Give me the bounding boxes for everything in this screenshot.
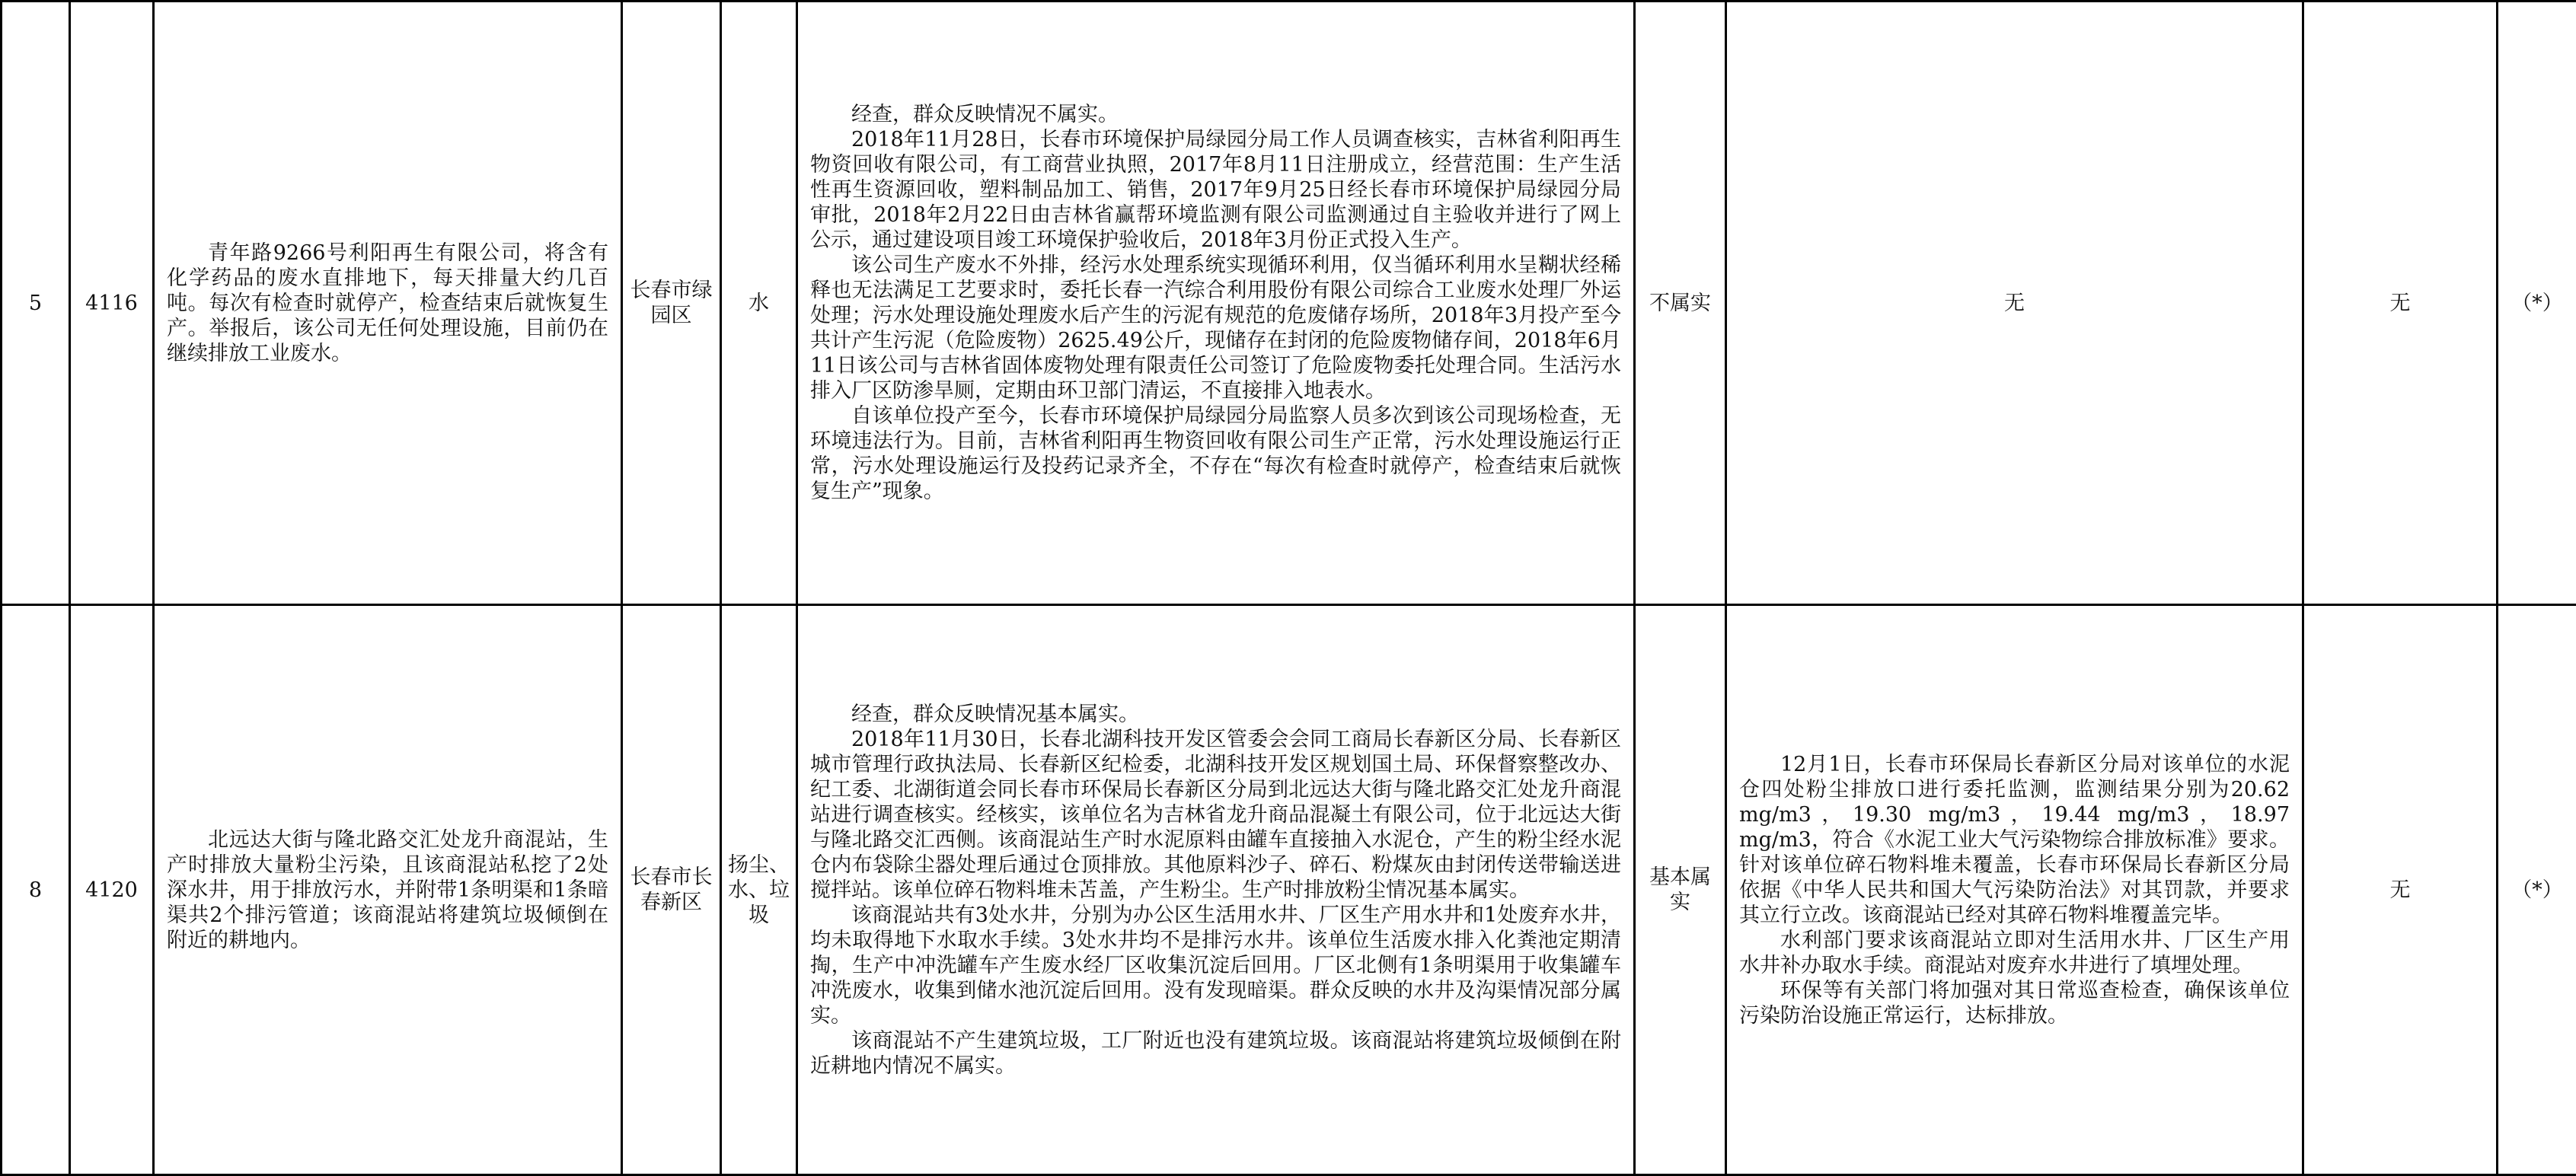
investigation-paragraph: 该商混站不产生建筑垃圾，工厂附近也没有建筑垃圾。该商混站将建筑垃圾倾倒在附近耕地内情况不属实。: [810, 1028, 1621, 1079]
investigation-paragraph: 经查，群众反映情况不属实。: [810, 102, 1621, 127]
investigation-paragraph: 2018年11月28日，长春市环境保护局绿园分局工作人员调查核实，吉林省利阳再生物资回收有限公司，有工商营业执照，2017年8月11日注册成立，经营范围：生产生活性再生资源回收，塑料制品加工、销售，2017年9月25日经长春市环境保护局绿园分局审批，2018年2月22日由吉林省赢帮环境监测有限公司监测通过自主验收并进行了网上公示，通过建设项目竣工环境保护验收后，2018年3月份正式投入生产。: [810, 127, 1621, 253]
investigation-paragraph: 自该单位投产至今，长春市环境保护局绿园分局监察人员多次到该公司现场检查，无环境违法行为。目前，吉林省利阳再生物资回收有限公司生产正常，污水处理设施运行正常，污水处理设施运行及投药记录齐全，不存在“每次有检查时就停产，检查结束后就恢复生产”现象。: [810, 403, 1621, 504]
verdict-cell: 基本属实: [1635, 605, 1726, 1175]
accountability-cell: 无: [2303, 2, 2498, 605]
pollution-type-cell: 扬尘、水、垃圾: [721, 605, 797, 1175]
complaint-text: 青年路9266号利阳再生有限公司，将含有化学药品的废水直排地下，每天排量大约几百吨。每次有检查时就停产，检查结束后就恢复生产。举报后，该公司无任何处理设施，目前仍在继续排放工业废水。: [167, 241, 608, 366]
table-row: [2, 605, 2576, 1175]
seq-cell: 5: [2, 2, 70, 605]
handling-cell: 无: [1726, 2, 2303, 605]
seq-cell: 8: [2, 605, 70, 1175]
handling-cell: [1726, 605, 2303, 1175]
investigation-cell: [797, 605, 1635, 1175]
table-row: [2, 2, 2576, 605]
investigation-paragraph: 2018年11月30日，长春北湖科技开发区管委会会同工商局长春新区分局、长春新区城市管理行政执法局、长春新区纪检委，北湖科技开发区规划国土局、环保督察整改办、纪工委、北湖街道会同长春市环保局长春新区分局到北远达大街与隆北路交汇处龙升商混站进行调查核实。经核实，该单位名为吉林省龙升商品混凝土有限公司，位于北远达大街与隆北路交汇西侧。该商混站生产时水泥原料由罐车直接抽入水泥仓，产生的粉尘经水泥仓内布袋除尘器处理后通过仓顶排放。其他原料沙子、碎石、粉煤灰由封闭传送带输送进搅拌站。该单位碎石物料堆未苫盖，产生粉尘。生产时排放粉尘情况基本属实。: [810, 727, 1621, 903]
investigation-cell: [797, 2, 1635, 605]
complaint-cell: [154, 2, 622, 605]
handling-paragraph: 水利部门要求该商混站立即对生活用水井、厂区生产用水井补办取水手续。商混站对废弃水井进行了填埋处理。: [1739, 928, 2290, 978]
investigation-paragraph: 该商混站共有3处水井，分别为办公区生活用水井、厂区生产用水井和1处废弃水井，均未取得地下水取水手续。3处水井均不是排污水井。该单位生活废水排入化粪池定期清掏，生产中冲洗罐车产生废水经厂区收集沉淀后回用。厂区北侧有1条明渠用于收集罐车冲洗废水，收集到储水池沉淀后回用。没有发现暗渠。群众反映的水井及沟渠情况部分属实。: [810, 903, 1621, 1028]
complaint-cell: [154, 605, 622, 1175]
complaint-text: 北远达大街与隆北路交汇处龙升商混站，生产时排放大量粉尘污染，且该商混站私挖了2处深水井，用于排放污水，并附带1条明渠和1条暗渠共2个排污管道；该商混站将建筑垃圾倾倒在附近的耕地内。: [167, 827, 608, 953]
handling-paragraph: 环保等有关部门将加强对其日常巡查检查，确保该单位污染防治设施正常运行，达标排放。: [1739, 978, 2290, 1028]
case-number-cell: 4116: [70, 2, 154, 605]
note-cell: （*）: [2498, 605, 2576, 1175]
handling-paragraph: 12月1日，长春市环保局长春新区分局对该单位的水泥仓四处粉尘排放口进行委托监测，监测结果分别为20.62 mg/m3，19.30 mg/m3，19.44 mg/m3，18.97 mg/m3，符合《水泥工业大气污染物综合排放标准》要求。针对该单位碎石物料堆未覆盖，长春市环保局长春新区分局依据《中华人民共和国大气污染防治法》对其罚款，并要求其立行立改。该商混站已经对其碎石物料堆覆盖完毕。: [1739, 752, 2290, 928]
verdict-cell: 不属实: [1635, 2, 1726, 605]
investigation-paragraph: 经查，群众反映情况基本属实。: [810, 702, 1621, 727]
note-cell: （*）: [2498, 2, 2576, 605]
district-cell: 长春市绿园区: [622, 2, 721, 605]
accountability-cell: 无: [2303, 605, 2498, 1175]
case-number-cell: 4120: [70, 605, 154, 1175]
investigation-paragraph: 该公司生产废水不外排，经污水处理系统实现循环利用，仅当循环利用水呈糊状经稀释也无法满足工艺要求时，委托长春一汽综合利用股份有限公司综合工业废水处理厂外运处理；污水处理设施处理废水后产生的污泥有规范的危废储存场所，2018年3月投产至今共计产生污泥（危险废物）2625.49公斤，现储存在封闭的危险废物储存间，2018年6月11日该公司与吉林省固体废物处理有限责任公司签订了危险废物委托处理合同。生活污水排入厂区防渗旱厕，定期由环卫部门清运，不直接排入地表水。: [810, 253, 1621, 403]
district-cell: 长春市长春新区: [622, 605, 721, 1175]
pollution-type-cell: 水: [721, 2, 797, 605]
